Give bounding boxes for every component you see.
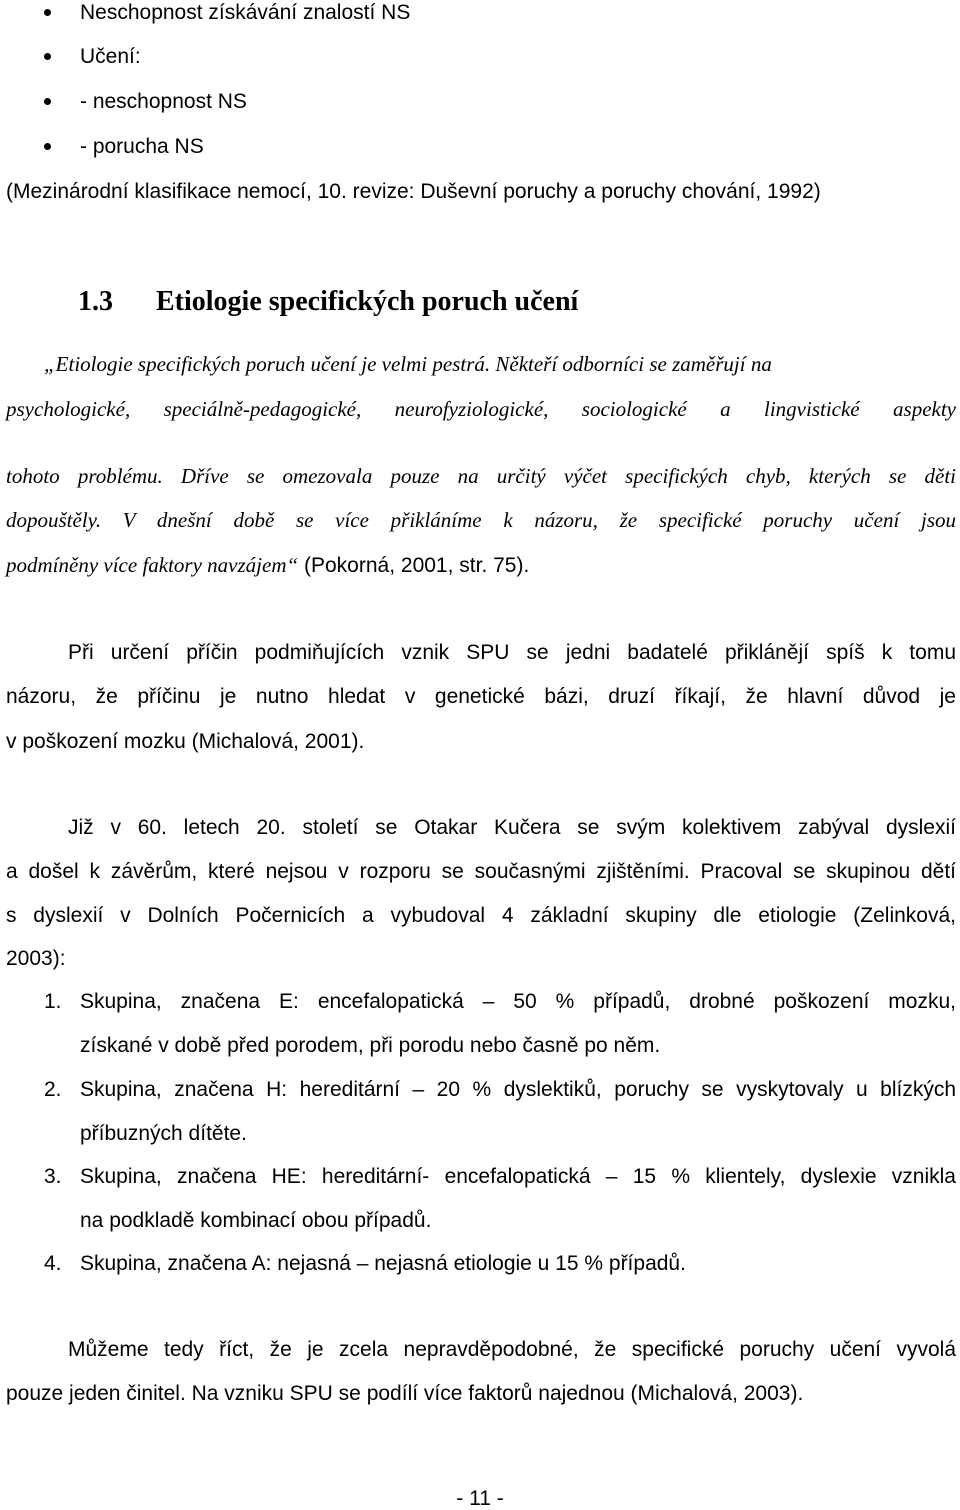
bullet-item: - porucha NS [80, 135, 204, 158]
quote-line [6, 555, 529, 576]
bullet-item: Neschopnost získávání znalostí NS [80, 1, 411, 24]
bullet-icon [44, 143, 51, 150]
paragraph-line: Můžeme tedy říct, že je zcela nepravděpodobné, že specifické poruchy učení vyvolá [68, 1338, 956, 1361]
list-number: 4. [44, 1252, 62, 1275]
paragraph-line: v poškození mozku (Michalová, 2001). [6, 730, 365, 753]
quote-text: podmíněny více faktory navzájem“ [6, 553, 299, 577]
list-item-line: Skupina, značena HE: hereditární- encefalopatická – 15 % klientely, dyslexie vznikla [80, 1165, 956, 1188]
list-number: 2. [44, 1078, 62, 1101]
list-item-line: Skupina, značena A: nejasná – nejasná etiologie u 15 % případů. [80, 1252, 686, 1275]
quote-line [6, 466, 956, 487]
bullet-item: - neschopnost NS [80, 90, 247, 113]
paragraph-line: s dyslexií v Dolních Počernicích a vybudoval 4 základní skupiny dle etiologie (Zelinková, [6, 904, 956, 927]
list-number: 1. [44, 990, 62, 1013]
section-title: Etiologie specifických poruch učení [156, 286, 579, 317]
paragraph-line: pouze jeden činitel. Na vzniku SPU se podílí více faktorů najednou (Michalová, 2003). [6, 1382, 804, 1405]
quote-text: „Etiologie specifických poruch učení je velmi pestrá. Někteří odborníci se zaměřují na [44, 352, 772, 376]
quote-text: tohoto problému. Dříve se omezovala pouze na určitý výčet specifických chyb, kterých se děti [6, 464, 956, 488]
paragraph-line: 2003): [6, 947, 66, 970]
bullet-icon [44, 53, 51, 60]
quote-text: dopouštěly. V dnešní době se více přikláníme k názoru, že specifické poruchy učení jsou [6, 508, 956, 532]
list-item-line: Skupina, značena H: hereditární – 20 % dyslektiků, poruchy se vyskytovaly u blízkých [80, 1078, 956, 1101]
list-item-line: získané v době před porodem, při porodu nebo časně po něm. [80, 1034, 661, 1057]
page-number: - 11 - [456, 1487, 504, 1510]
bullet-icon [44, 9, 51, 16]
list-item-line: příbuzných dítěte. [80, 1122, 247, 1145]
list-item-line: na podkladě kombinací obou případů. [80, 1209, 432, 1232]
quote-line [44, 354, 772, 375]
quote-text: psychologické, speciálně-pedagogické, neurofyziologické, sociologické a lingvistické aspekty [6, 397, 956, 421]
paragraph-line: Při určení příčin podmiňujících vznik SPU se jedni badatelé přiklánějí spíš k tomu [68, 641, 956, 664]
list-number: 3. [44, 1165, 62, 1188]
quote-line [6, 399, 956, 420]
quote-citation: (Pokorná, 2001, str. 75). [298, 554, 530, 577]
section-number: 1.3 [78, 286, 113, 317]
bullet-icon [44, 98, 51, 105]
paragraph-line: názoru, že příčinu je nutno hledat v genetické bázi, druzí říkají, že hlavní důvod je [6, 685, 956, 708]
bullet-item: Učení: [80, 45, 141, 68]
paragraph-line: Již v 60. letech 20. století se Otakar Kučera se svým kolektivem zabýval dyslexií [68, 816, 956, 839]
citation-line: (Mezinárodní klasifikace nemocí, 10. revize: Duševní poruchy a poruchy chování, 1992) [6, 180, 821, 203]
section-heading [78, 288, 578, 316]
list-item-line: Skupina, značena E: encefalopatická – 50 % případů, drobné poškození mozku, [80, 990, 956, 1013]
paragraph-line: a došel k závěrům, které nejsou v rozporu se současnými zjištěními. Pracoval se skupinou dětí [6, 860, 956, 883]
quote-line [6, 510, 956, 531]
